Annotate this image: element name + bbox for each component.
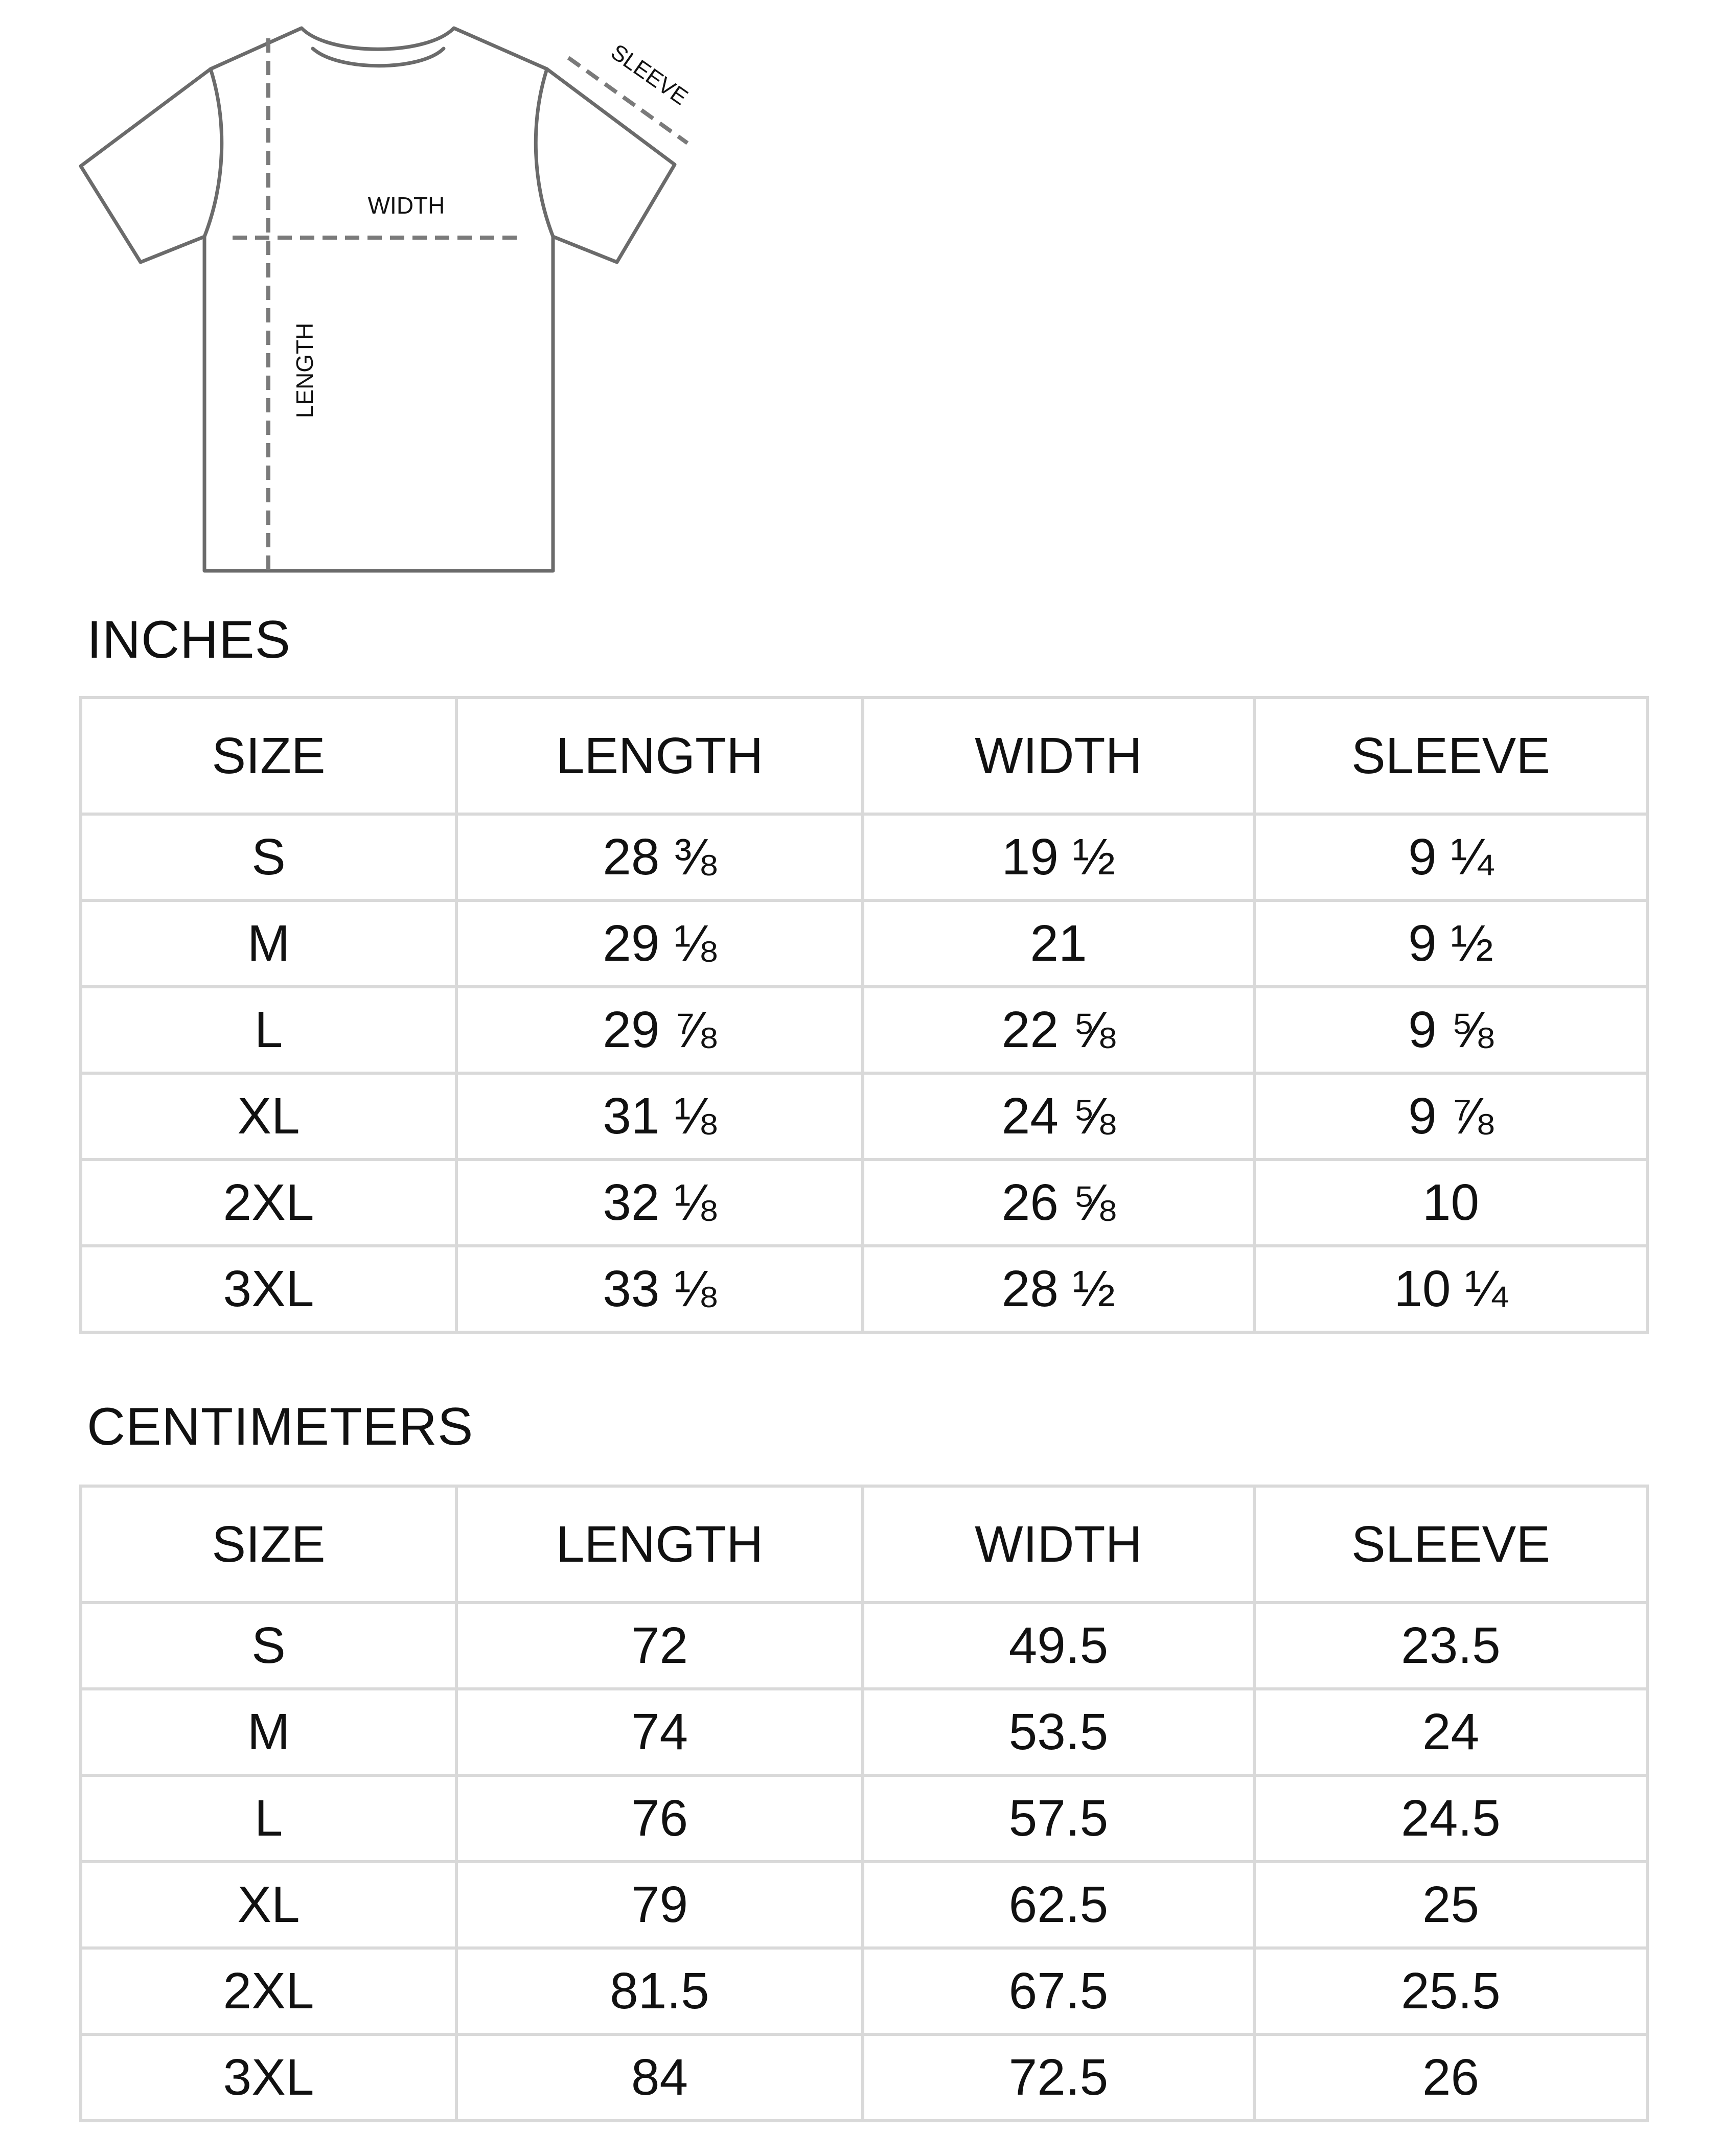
cell-length: 72 — [456, 1603, 863, 1689]
tshirt-diagram — [0, 0, 716, 583]
cell-sleeve: 9 ½ — [1254, 900, 1647, 987]
cell-sleeve: 26 — [1254, 2034, 1647, 2121]
table-row — [81, 987, 1647, 1073]
cell-width: 62.5 — [863, 1862, 1254, 1948]
tshirt-left-armhole — [204, 69, 222, 237]
table-row — [81, 1073, 1647, 1160]
cell-length: 29 ⅛ — [456, 900, 863, 987]
table-row — [81, 900, 1647, 987]
cell-sleeve: 25 — [1254, 1862, 1647, 1948]
cell-size: 3XL — [81, 2034, 456, 2121]
header-size: SIZE — [81, 1486, 456, 1603]
cell-length: 84 — [456, 2034, 863, 2121]
cell-size: 3XL — [81, 1246, 456, 1332]
table-row — [81, 1603, 1647, 1689]
cell-length: 81.5 — [456, 1948, 863, 2034]
cell-sleeve: 10 — [1254, 1160, 1647, 1246]
cell-sleeve: 24 — [1254, 1689, 1647, 1775]
sleeve-label: SLEEVE — [606, 39, 693, 110]
cell-size: L — [81, 1775, 456, 1862]
tshirt-body-outline — [81, 28, 675, 571]
cell-sleeve: 9 ⅞ — [1254, 1073, 1647, 1160]
cell-length: 33 ⅛ — [456, 1246, 863, 1332]
cell-sleeve: 25.5 — [1254, 1948, 1647, 2034]
table-row — [81, 1775, 1647, 1862]
centimeters-section-title: CENTIMETERS — [87, 1397, 474, 1456]
width-label: WIDTH — [367, 192, 445, 219]
table-row — [81, 2034, 1647, 2121]
cell-length: 31 ⅛ — [456, 1073, 863, 1160]
header-length: LENGTH — [456, 698, 863, 814]
table-row — [81, 1160, 1647, 1246]
cell-size: S — [81, 814, 456, 900]
cell-size: 2XL — [81, 1948, 456, 2034]
cell-size: M — [81, 900, 456, 987]
cell-length: 76 — [456, 1775, 863, 1862]
table-header-row — [81, 1486, 1647, 1603]
cell-width: 53.5 — [863, 1689, 1254, 1775]
cell-width: 72.5 — [863, 2034, 1254, 2121]
cell-width: 67.5 — [863, 1948, 1254, 2034]
inches-size-table — [79, 696, 1649, 1334]
cell-size: XL — [81, 1073, 456, 1160]
table-row — [81, 1862, 1647, 1948]
header-width: WIDTH — [863, 698, 1254, 814]
cell-sleeve: 9 ¼ — [1254, 814, 1647, 900]
cell-sleeve: 9 ⅝ — [1254, 987, 1647, 1073]
cell-width: 28 ½ — [863, 1246, 1254, 1332]
centimeters-size-table — [79, 1485, 1649, 2122]
cell-width: 21 — [863, 900, 1254, 987]
cell-width: 19 ½ — [863, 814, 1254, 900]
cell-length: 32 ⅛ — [456, 1160, 863, 1246]
table-row — [81, 1689, 1647, 1775]
header-width: WIDTH — [863, 1486, 1254, 1603]
tshirt-collar — [313, 49, 444, 66]
cell-sleeve: 10 ¼ — [1254, 1246, 1647, 1332]
table-row — [81, 1948, 1647, 2034]
inches-section-title: INCHES — [87, 610, 291, 669]
header-sleeve: SLEEVE — [1254, 698, 1647, 814]
cell-length: 29 ⅞ — [456, 987, 863, 1073]
cell-size: L — [81, 987, 456, 1073]
tshirt-right-armhole — [536, 69, 553, 237]
header-sleeve: SLEEVE — [1254, 1486, 1647, 1603]
header-size: SIZE — [81, 698, 456, 814]
cell-width: 49.5 — [863, 1603, 1254, 1689]
cell-length: 28 ⅜ — [456, 814, 863, 900]
cell-width: 24 ⅝ — [863, 1073, 1254, 1160]
cell-size: S — [81, 1603, 456, 1689]
cell-sleeve: 24.5 — [1254, 1775, 1647, 1862]
cell-size: 2XL — [81, 1160, 456, 1246]
length-label: LENGTH — [291, 322, 318, 419]
header-length: LENGTH — [456, 1486, 863, 1603]
cell-length: 74 — [456, 1689, 863, 1775]
cell-width: 22 ⅝ — [863, 987, 1254, 1073]
cell-width: 26 ⅝ — [863, 1160, 1254, 1246]
cell-size: XL — [81, 1862, 456, 1948]
table-row — [81, 814, 1647, 900]
cell-length: 79 — [456, 1862, 863, 1948]
cell-size: M — [81, 1689, 456, 1775]
table-header-row — [81, 698, 1647, 814]
table-row — [81, 1246, 1647, 1332]
cell-width: 57.5 — [863, 1775, 1254, 1862]
cell-sleeve: 23.5 — [1254, 1603, 1647, 1689]
